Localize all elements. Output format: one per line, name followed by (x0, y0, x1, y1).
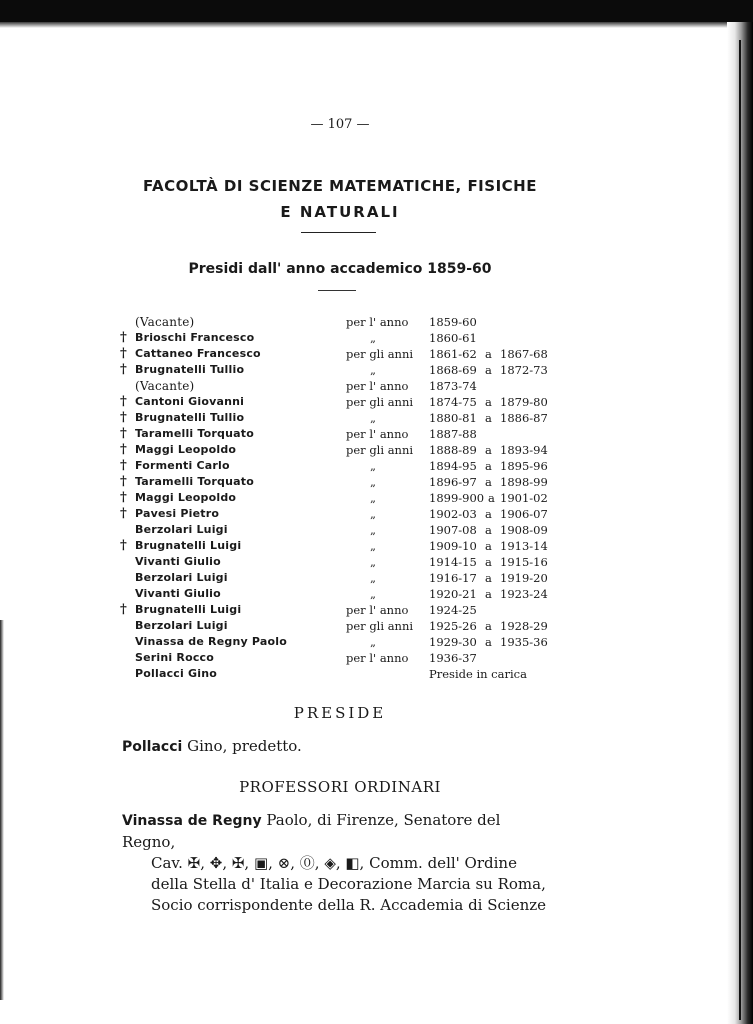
presidi-row (120, 586, 560, 602)
range-connector: a (485, 571, 492, 585)
period-label: „ (370, 555, 376, 569)
deceased-dagger: † (120, 442, 127, 457)
year-from: 1929-30 (429, 635, 477, 649)
deceased-dagger: † (120, 458, 127, 473)
presidi-row (120, 538, 560, 554)
presidi-row (120, 554, 560, 570)
range-connector: a (488, 491, 495, 505)
preside-name: Vivanti Giulio (135, 587, 221, 600)
deceased-dagger: † (120, 410, 127, 425)
range-connector: a (485, 363, 492, 377)
period-label: „ (370, 571, 376, 585)
preside-name: Maggi Leopoldo (135, 443, 237, 456)
period-label: „ (370, 587, 376, 601)
year-from: 1925-26 (429, 619, 477, 633)
preside-name: Brugnatelli Luigi (135, 539, 242, 552)
year-from: 1874-75 (429, 395, 477, 409)
preside-surname: Pollacci (122, 739, 183, 755)
year-to: 1935-36 (500, 635, 548, 649)
range-connector: a (485, 555, 492, 569)
year-from: 1916-17 (429, 571, 477, 585)
deceased-dagger: † (120, 330, 127, 345)
preside-name: Taramelli Torquato (135, 427, 254, 440)
page-number: — 107 — (310, 117, 370, 132)
preside-name: Pavesi Pietro (135, 507, 220, 520)
year-from: 1861-62 (429, 347, 477, 361)
preside-name: Formenti Carlo (135, 459, 230, 472)
period-label: „ (370, 539, 376, 553)
subtitle-divider (318, 290, 356, 291)
presidi-row (120, 490, 560, 506)
presidi-row (120, 426, 560, 442)
professor-entry (122, 810, 547, 916)
period-label: „ (370, 475, 376, 489)
year-to: 1895-96 (500, 459, 548, 473)
range-connector: a (485, 459, 492, 473)
professor-line-3: della Stella d' Italia e Decorazione Marcia su Roma, (151, 875, 546, 893)
year-to: 1867-68 (500, 347, 548, 361)
period-label: per gli anni (346, 619, 414, 633)
period-label: „ (370, 459, 376, 473)
professori-heading: PROFESSORI ORDINARI (239, 778, 441, 796)
presidi-subtitle: Presidi dall' anno accademico 1859-60 (188, 261, 492, 277)
scan-right-line (739, 40, 741, 1020)
period-label: „ (370, 491, 376, 505)
year-to: 1901-02 (500, 491, 548, 505)
period-label: „ (370, 507, 376, 521)
year-from: 1860-61 (429, 331, 477, 345)
presidi-row (120, 666, 560, 682)
year-to: 1915-16 (500, 555, 548, 569)
preside-name: (Vacante) (135, 315, 195, 329)
range-connector: a (485, 475, 492, 489)
period-label: „ (370, 523, 376, 537)
faculty-title-line1: FACOLTÀ DI SCIENZE MATEMATICHE, FISICHE (143, 177, 537, 195)
year-from: 1880-81 (429, 411, 477, 425)
period-label: per l' anno (346, 651, 409, 665)
year-from: 1899-900 (429, 491, 485, 505)
presidi-row (120, 618, 560, 634)
preside-name: Brugnatelli Luigi (135, 603, 242, 616)
professor-line1-rest: Paolo, di Firenze, Senatore del Regno, (122, 811, 501, 851)
year-to: 1886-87 (500, 411, 548, 425)
preside-name: Vinassa de Regny Paolo (135, 635, 287, 648)
year-to: 1893-94 (500, 443, 548, 457)
range-connector: a (485, 347, 492, 361)
preside-name: Cattaneo Francesco (135, 347, 261, 360)
presidi-row (120, 346, 560, 362)
year-from: 1887-88 (429, 427, 477, 441)
presidi-row (120, 362, 560, 378)
period-label: per gli anni (346, 443, 414, 457)
preside-name: Vivanti Giulio (135, 555, 221, 568)
year-from: 1896-97 (429, 475, 477, 489)
preside-name: Maggi Leopoldo (135, 491, 237, 504)
deceased-dagger: † (120, 538, 127, 553)
period-label: per l' anno (346, 603, 409, 617)
year-to: 1872-73 (500, 363, 548, 377)
year-from: 1888-89 (429, 443, 477, 457)
preside-name: Brugnatelli Tullio (135, 363, 245, 376)
period-label: „ (370, 411, 376, 425)
preside-name: Brioschi Francesco (135, 331, 255, 344)
period-label: per gli anni (346, 395, 414, 409)
year-from: 1924-25 (429, 603, 477, 617)
year-from: 1868-69 (429, 363, 477, 377)
preside-name: Berzolari Luigi (135, 571, 228, 584)
professor-line-2: Cav. ✠, ✥, ✠, ▣, ⊗, ⓪, ◈, ◧, Comm. dell' Ordine (151, 854, 517, 872)
presidi-row (120, 410, 560, 426)
year-to: 1928-29 (500, 619, 548, 633)
year-to: 1913-14 (500, 539, 548, 553)
presidi-row (120, 570, 560, 586)
period-label: per gli anni (346, 347, 414, 361)
year-from: 1902-03 (429, 507, 477, 521)
scan-top-shadow (0, 22, 753, 28)
year-from: 1859-60 (429, 315, 477, 329)
range-connector: a (485, 539, 492, 553)
year-from: 1907-08 (429, 523, 477, 537)
year-to: 1923-24 (500, 587, 548, 601)
deceased-dagger: † (120, 346, 127, 361)
presidi-row (120, 394, 560, 410)
year-to: 1906-07 (500, 507, 548, 521)
year-to: 1879-80 (500, 395, 548, 409)
deceased-dagger: † (120, 474, 127, 489)
presidi-row (120, 378, 560, 394)
presidi-list (120, 314, 560, 682)
preside-name: Pollacci Gino (135, 667, 218, 680)
presidi-row (120, 442, 560, 458)
faculty-title-line2: E NATURALI (280, 203, 400, 221)
presidi-row (120, 506, 560, 522)
range-connector: a (485, 507, 492, 521)
presidi-row (120, 474, 560, 490)
preside-name: Berzolari Luigi (135, 619, 228, 632)
preside-name: Brugnatelli Tullio (135, 411, 245, 424)
presidi-row (120, 650, 560, 666)
presidi-row (120, 602, 560, 618)
scan-left-edge (0, 620, 4, 1000)
deceased-dagger: † (120, 362, 127, 377)
period-label: „ (370, 363, 376, 377)
range-connector: a (485, 523, 492, 537)
presidi-row (120, 634, 560, 650)
preside-name: Berzolari Luigi (135, 523, 228, 536)
deceased-dagger: † (120, 506, 127, 521)
deceased-dagger: † (120, 426, 127, 441)
year-from: 1873-74 (429, 379, 477, 393)
year-from: 1936-37 (429, 651, 477, 665)
year-from: 1894-95 (429, 459, 477, 473)
preside-heading: PRESIDE (293, 704, 387, 722)
presidi-row (120, 314, 560, 330)
year-to: 1898-99 (500, 475, 548, 489)
scan-top-border (0, 0, 753, 22)
year-to: 1919-20 (500, 571, 548, 585)
year-from: 1914-15 (429, 555, 477, 569)
preside-entry (122, 736, 547, 758)
preside-name: Taramelli Torquato (135, 475, 254, 488)
deceased-dagger: † (120, 490, 127, 505)
period-label: per l' anno (346, 315, 409, 329)
presidi-row (120, 522, 560, 538)
year-from: Preside in carica (429, 667, 527, 681)
professor-line-1 (122, 810, 547, 853)
preside-name: Cantoni Giovanni (135, 395, 245, 408)
range-connector: a (485, 443, 492, 457)
deceased-dagger: † (120, 602, 127, 617)
range-connector: a (485, 619, 492, 633)
period-label: „ (370, 635, 376, 649)
period-label: per l' anno (346, 379, 409, 393)
period-label: „ (370, 331, 376, 345)
preside-name: Serini Rocco (135, 651, 215, 664)
title-divider (301, 232, 376, 233)
year-to: 1908-09 (500, 523, 548, 537)
presidi-row (120, 458, 560, 474)
period-label: per l' anno (346, 427, 409, 441)
range-connector: a (485, 587, 492, 601)
deceased-dagger: † (120, 394, 127, 409)
professor-surname: Vinassa de Regny (122, 813, 262, 829)
preside-rest: Gino, predetto. (182, 737, 302, 755)
professor-line-4: Socio corrispondente della R. Accademia di Scienze (151, 896, 547, 914)
range-connector: a (485, 395, 492, 409)
range-connector: a (485, 411, 492, 425)
presidi-row (120, 330, 560, 346)
year-from: 1920-21 (429, 587, 477, 601)
year-from: 1909-10 (429, 539, 477, 553)
range-connector: a (485, 635, 492, 649)
preside-name: (Vacante) (135, 379, 195, 393)
